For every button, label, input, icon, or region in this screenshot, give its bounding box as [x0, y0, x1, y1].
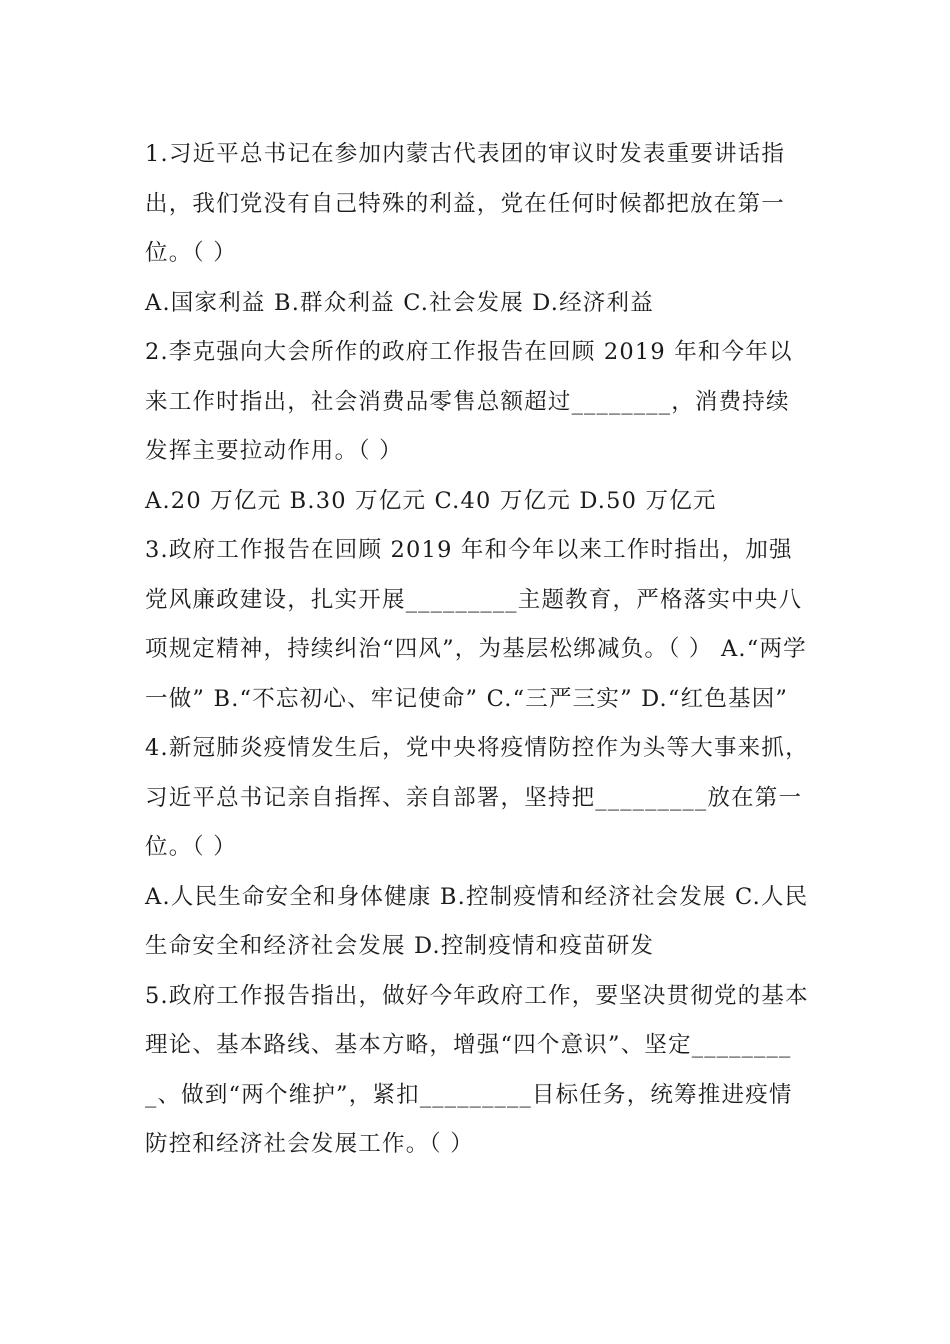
question-3-stem-and-options: 3.政府工作报告在回顾 2019 年和今年以来工作时指出，加强党风廉政建设，扎实开展_________主题教育，严格落实中央八项规定精神，持续纠治“四风”，为基层松绑减负。（ ） A.“两学一做” B.“不忘初心、牢记使命” C.“三严三实” D.“红色基因” — [145, 537, 807, 712]
question-1-stem: 1.习近平总书记在参加内蒙古代表团的审议时发表重要讲话指出，我们党没有自己特殊的利益，党在任何时候都把放在第一位。（ ） — [145, 141, 786, 266]
question-2-options: A.20 万亿元 B.30 万亿元 C.40 万亿元 D.50 万亿元 — [145, 487, 717, 514]
question-list — [145, 130, 810, 1170]
question-1-options: A.国家利益 B.群众利益 C.社会发展 D.经济利益 — [145, 289, 654, 316]
question-5-stem: 5.政府工作报告指出，做好今年政府工作，要坚决贯彻党的基本理论、基本路线、基本方略，增强“四个意识”、坚定_________、做到“两个维护”，紧扣_________目标任务，统筹推进疫情防控和经济社会发展工作。（ ） — [145, 982, 809, 1157]
question-4-options: A.人民生命安全和身体健康 B.控制疫情和经济社会发展 C.人民生命安全和经济社会发展 D.控制疫情和疫苗研发 — [145, 883, 809, 959]
question-4-stem: 4.新冠肺炎疫情发生后，党中央将疫情防控作为头等大事来抓，习近平总书记亲自指挥、亲自部署，坚持把_________放在第一位。（ ） — [145, 735, 809, 860]
question-2-stem: 2.李克强向大会所作的政府工作报告在回顾 2019 年和今年以来工作时指出，社会消费品零售总额超过________，消费持续发挥主要拉动作用。（ ） — [145, 339, 793, 464]
